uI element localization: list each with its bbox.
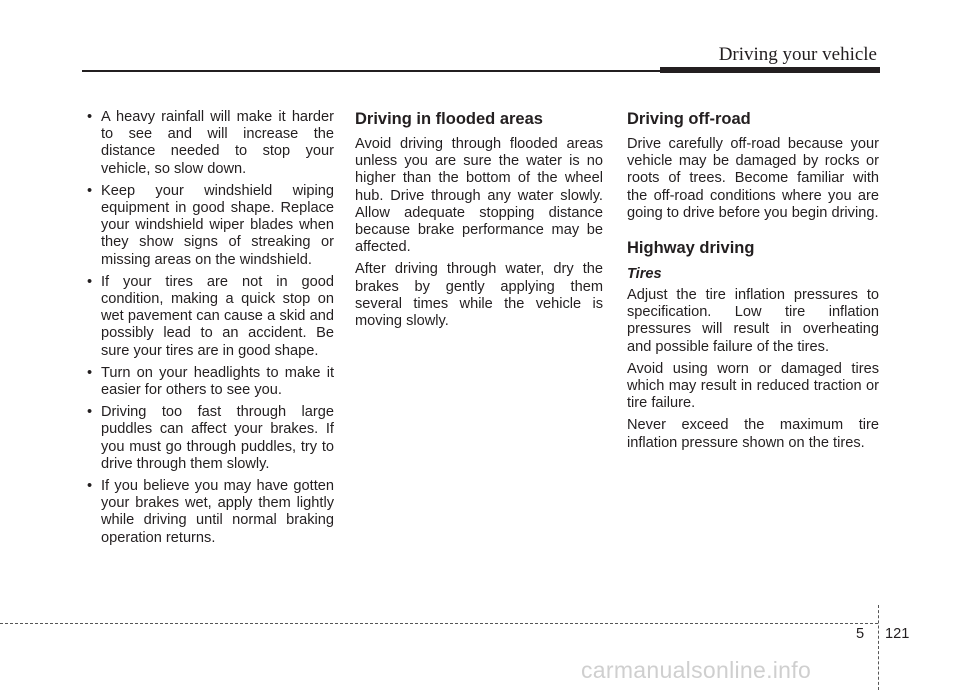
flooded-areas-paragraph: Avoid driving through flooded areas unless you are sure the water is no higher than the bottom of the wheel hub. Drive through any water slowly. Allow adequate stopping distance because brake performance may be affected. [355, 136, 603, 256]
flooded-areas-paragraph: After driving through water, dry the brakes by gently applying them several times while the vehicle is moving slowly. [355, 261, 603, 330]
list-item: • If your tires are not in good condition, making a quick stop on wet pavement can cause a skid and possibly lead to an accident. Be sure your tires are in good shape. [82, 274, 334, 360]
list-item: • A heavy rainfall will make it harder to see and will increase the distance needed to stop your vehicle, so slow down. [82, 109, 334, 178]
wet-driving-bullet-list [82, 109, 334, 547]
tires-paragraph: Never exceed the maximum tire inflation pressure shown on the tires. [627, 417, 879, 451]
off-road-paragraph: Drive carefully off-road because your vehicle may be damaged by rocks or roots of trees. Become familiar with the off-road conditions where you are going to drive before you begin driving. [627, 136, 879, 221]
tires-subheading: Tires [627, 266, 662, 283]
column-left [82, 109, 334, 552]
page-number: 121 [885, 626, 910, 642]
column-middle [355, 109, 603, 335]
footer-rule [0, 623, 878, 624]
tires-paragraph: Adjust the tire inflation pressures to specification. Low tire inflation pressures will result in overheating and possible failure of the tires. [627, 287, 879, 355]
list-item: • Keep your windshield wiping equipment in good shape. Replace your windshield wiper blades when they show signs of streaking or missing areas on the windshield. [82, 183, 334, 269]
tires-paragraph: Avoid using worn or damaged tires which may result in reduced traction or tire failure. [627, 360, 879, 412]
header-rule [82, 70, 662, 72]
header-rule-bold [660, 67, 880, 73]
footer-divider [878, 605, 879, 690]
header-title: Driving your vehicle [718, 44, 877, 65]
flooded-areas-heading: Driving in flooded areas [355, 110, 543, 128]
list-item: • If you believe you may have gotten your brakes wet, apply them lightly while driving until normal braking operation returns. [82, 478, 334, 547]
highway-driving-heading: Highway driving [627, 239, 755, 258]
list-item: • Driving too fast through large puddles can affect your brakes. If you must go through puddles, try to drive through them slowly. [82, 404, 334, 473]
watermark: carmanualsonline.info [581, 657, 812, 683]
list-item: • Turn on your headlights to make it easier for others to see you. [82, 365, 334, 399]
column-right [627, 109, 879, 457]
section-number: 5 [856, 626, 865, 642]
off-road-heading: Driving off-road [627, 110, 751, 128]
